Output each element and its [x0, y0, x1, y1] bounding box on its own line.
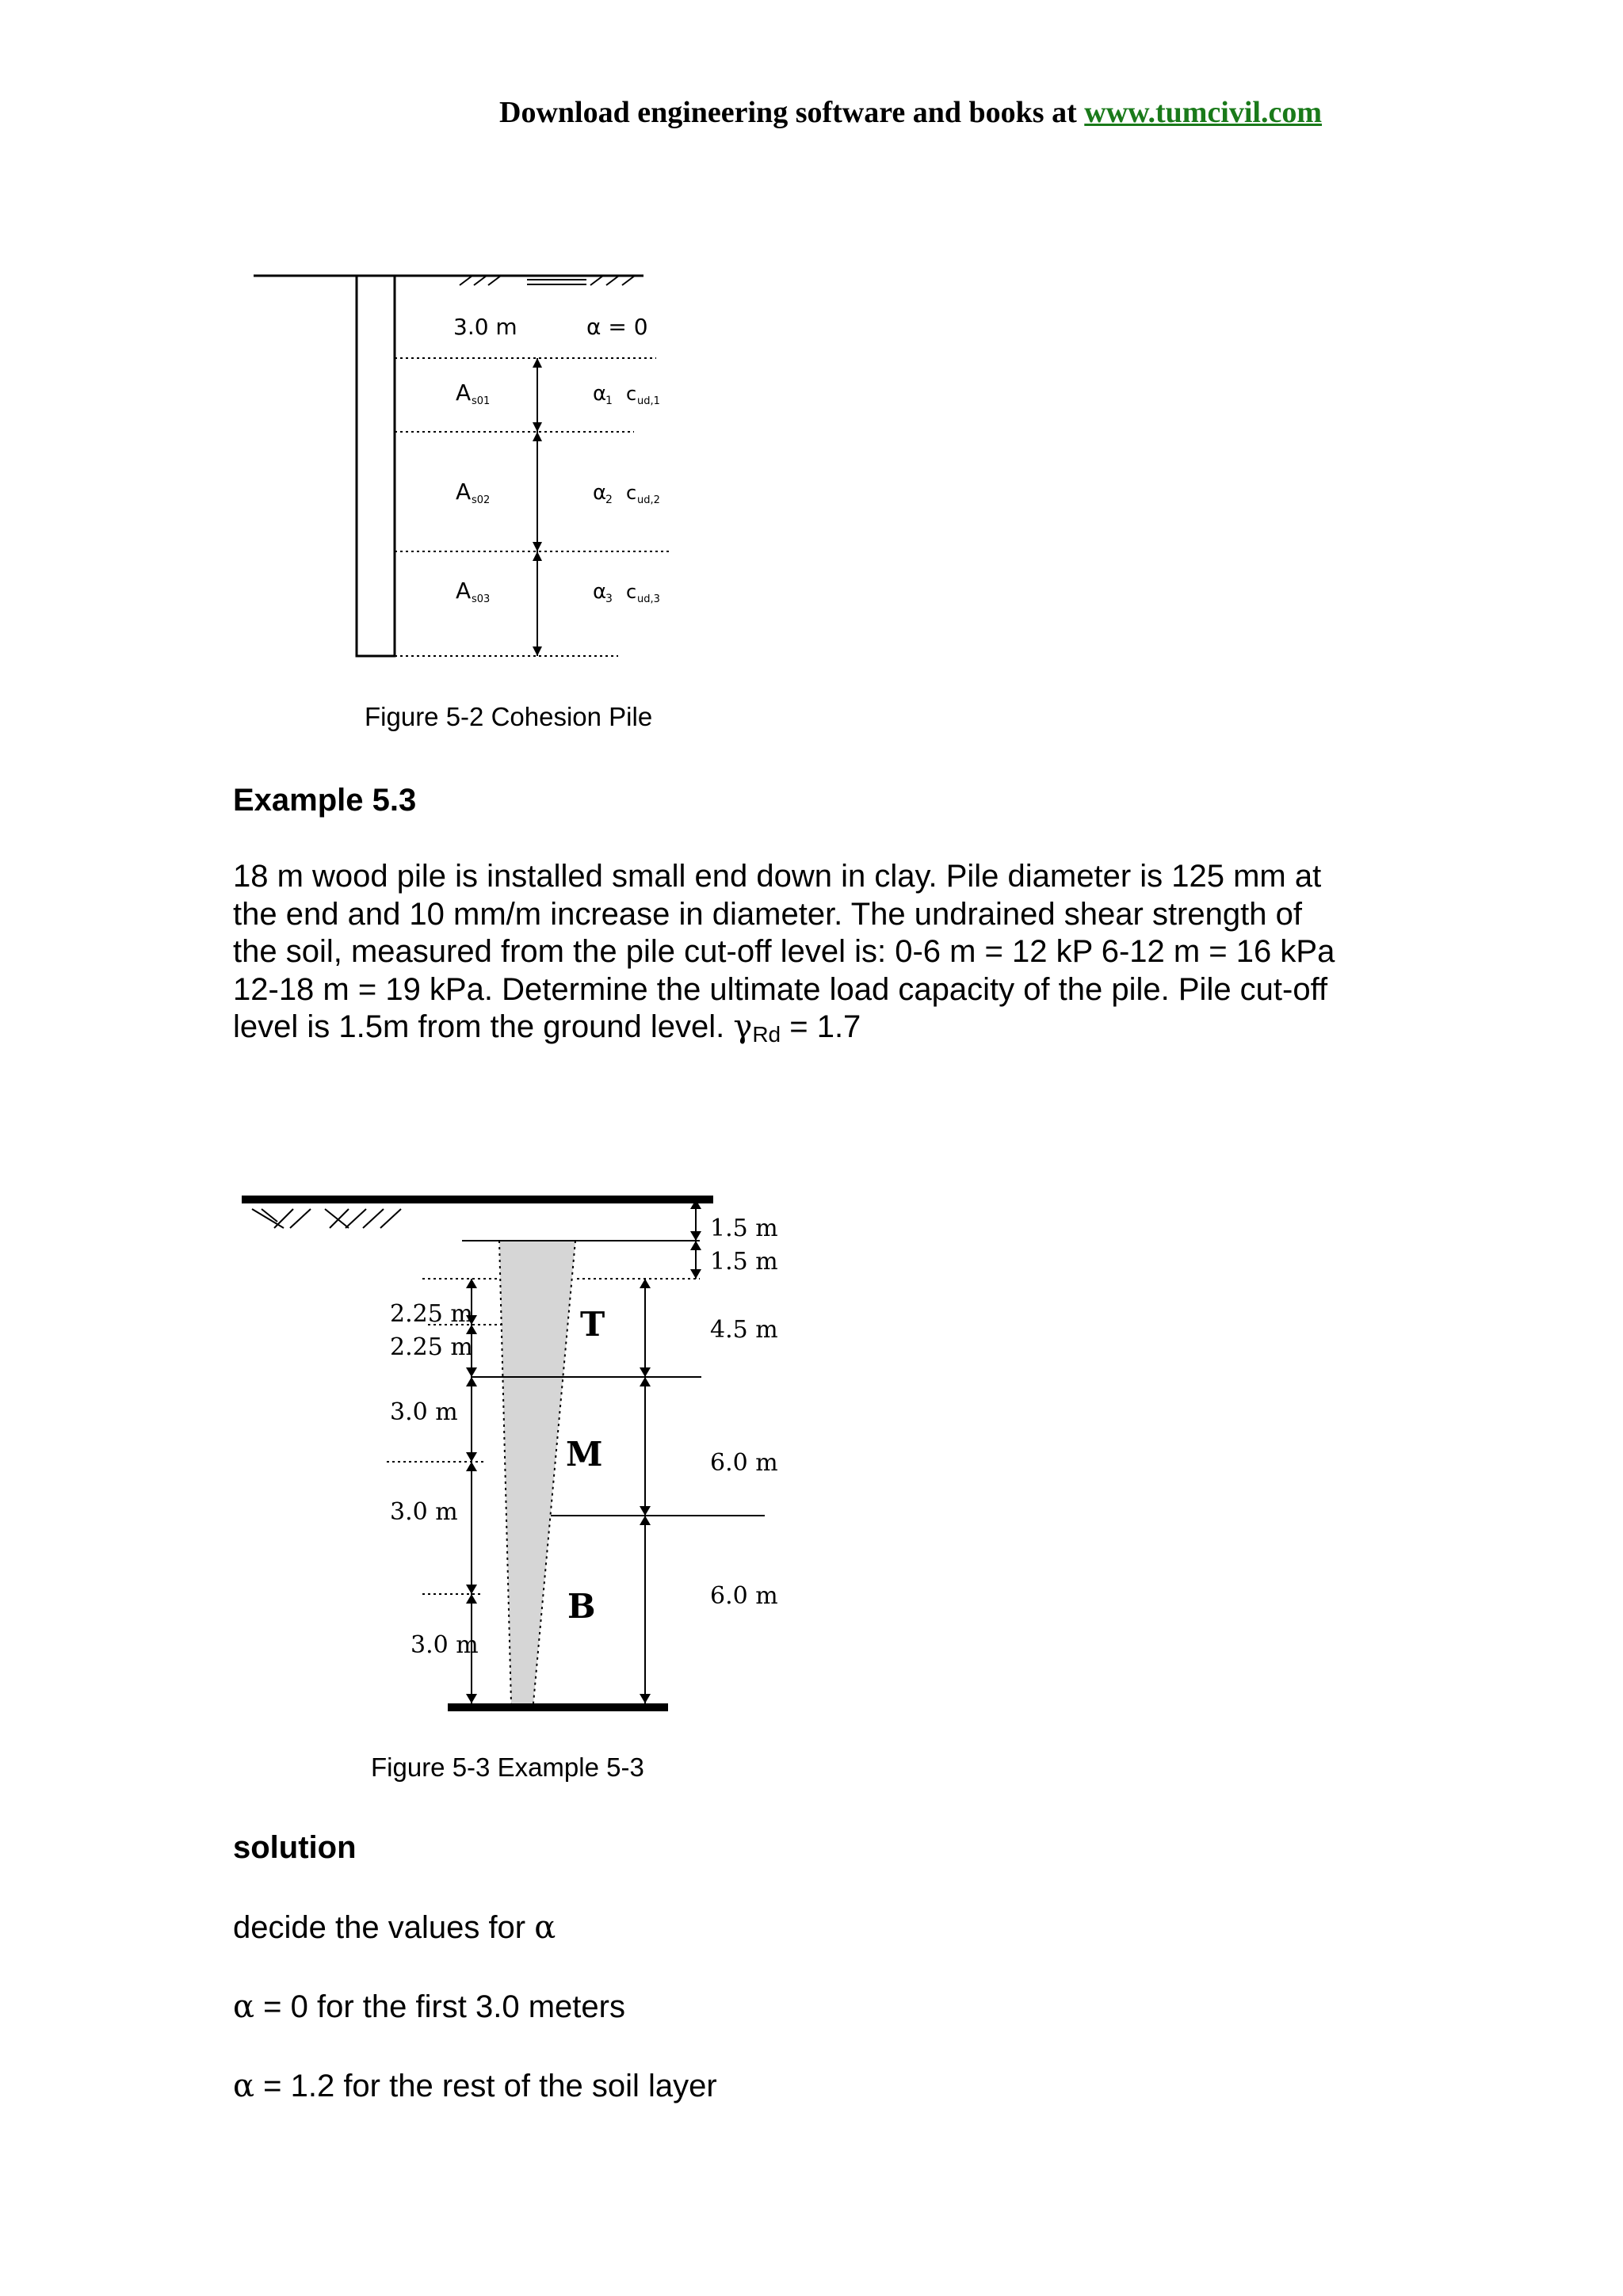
cohesion-pile-figure: [0, 0, 1623, 713]
example-line-2: the end and 10 mm/m increase in diameter. The undrained shear strength of: [233, 896, 1302, 932]
figure-5-2-caption: Figure 5-2 Cohesion Pile: [365, 702, 653, 731]
label-area-2: A: [456, 479, 472, 505]
label-alpha-1: α: [593, 382, 607, 406]
label-l-3m-b: 3.0 m: [390, 1498, 458, 1526]
solution-line-2: [233, 1989, 1390, 2027]
example-line-3: the soil, measured from the pile cut-off level is: 0-6 m = 12 kP 6-12 m = 16 kPa: [233, 934, 1335, 969]
example-line-4: 12-18 m = 19 kPa. Determine the ultimate load capacity of the pile. Pile cut-off: [233, 971, 1328, 1007]
alpha-symbol-2: α: [233, 1989, 255, 2025]
gamma-symbol: γ: [733, 1009, 753, 1045]
solution-line-2-text: = 0 for the first 3.0 meters: [254, 1989, 625, 2024]
gamma-value: = 1.7: [781, 1009, 861, 1044]
label-r-6m-b: 6.0 m: [710, 1582, 778, 1610]
label-alpha-zero: α = 0: [586, 314, 648, 340]
figure-5-3-caption: Figure 5-3 Example 5-3: [371, 1753, 644, 1782]
label-l-3m-c: 3.0 m: [411, 1631, 479, 1659]
label-alpha-3-sub: 3: [605, 593, 613, 605]
gamma-subscript: Rd: [752, 1022, 781, 1047]
label-area-2-sub: s02: [472, 494, 491, 506]
label-c-3: c: [626, 581, 637, 603]
label-l-3m-a: 3.0 m: [390, 1398, 458, 1426]
example-line-5-text: level is 1.5m from the ground level.: [233, 1009, 734, 1044]
label-area-1-sub: s01: [472, 395, 491, 407]
segment-m-label: M: [566, 1435, 603, 1474]
example-paragraph: [233, 858, 1390, 1054]
example-pile-figure: [0, 1173, 1623, 1743]
label-alpha-3: α: [593, 580, 607, 604]
header-link[interactable]: www.tumcivil.com: [1084, 96, 1322, 129]
label-r-6m-a: 6.0 m: [710, 1449, 778, 1477]
segment-b-label: B: [567, 1587, 596, 1626]
label-area-1: A: [456, 379, 472, 406]
header-text: Download engineering software and books at: [499, 96, 1085, 129]
label-alpha-2: α: [593, 481, 607, 505]
label-r-1-5m-a: 1.5 m: [710, 1215, 778, 1242]
segment-t-label: T: [580, 1305, 605, 1344]
label-area-3-sub: s03: [472, 593, 491, 605]
label-c-2-sub: ud,2: [637, 494, 660, 506]
label-l-2-25m-a: 2.25 m: [390, 1300, 473, 1328]
label-3m: 3.0 m: [453, 314, 517, 340]
solution-line-1: [233, 1909, 1390, 1947]
alpha-symbol-3: α: [233, 2068, 255, 2104]
label-c-3-sub: ud,3: [637, 593, 660, 605]
solution-line-1-text: decide the values for: [233, 1910, 535, 1945]
label-c-2: c: [626, 482, 637, 504]
example-line-1: 18 m wood pile is installed small end down in clay. Pile diameter is 125 mm at: [233, 859, 1322, 894]
example-line-5: [233, 1009, 1390, 1054]
label-r-4-5m: 4.5 m: [710, 1316, 778, 1344]
example-heading: Example 5.3: [233, 783, 417, 818]
label-c-1-sub: ud,1: [637, 395, 660, 407]
label-area-3: A: [456, 578, 472, 604]
solution-heading: solution: [233, 1830, 357, 1865]
alpha-symbol-1: α: [534, 1909, 556, 1946]
label-alpha-2-sub: 2: [605, 494, 613, 506]
label-alpha-1-sub: 1: [605, 395, 613, 407]
solution-line-3: [233, 2068, 1390, 2106]
label-c-1: c: [626, 383, 637, 405]
label-l-2-25m-b: 2.25 m: [390, 1333, 473, 1361]
solution-line-3-text: = 1.2 for the rest of the soil layer: [254, 2069, 717, 2103]
label-r-1-5m-b: 1.5 m: [710, 1248, 778, 1276]
